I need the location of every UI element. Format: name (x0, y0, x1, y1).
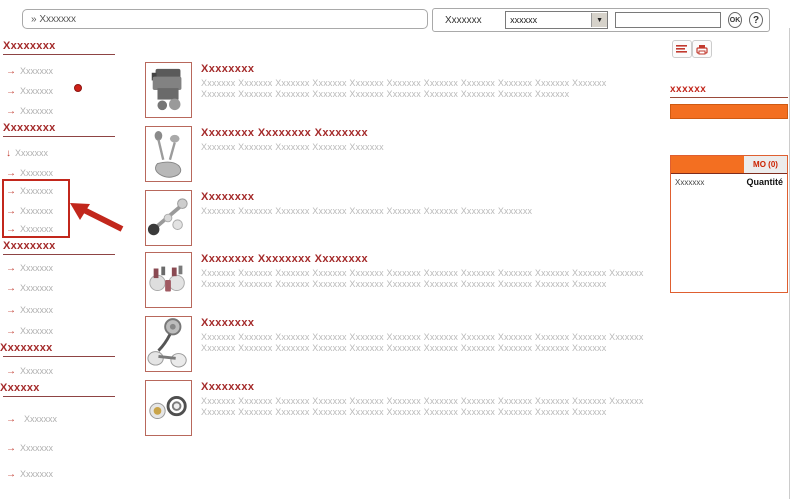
sidebar-item-label: Xxxxxxx (20, 443, 54, 453)
arrow-right-icon: → (6, 66, 16, 77)
promo-heading: xxxxxx (670, 84, 707, 95)
product-description-line: Xxxxxxx Xxxxxxx Xxxxxxx Xxxxxxx Xxxxxxx (201, 142, 384, 152)
divider (3, 254, 115, 255)
arrow-right-icon: → (6, 414, 16, 425)
filter-label: Xxxxxxx (445, 14, 482, 26)
annotation-dot (74, 84, 82, 92)
product-description-line: Xxxxxxx Xxxxxxx Xxxxxxx Xxxxxxx Xxxxxxx Xxxxxxx Xxxxxxx Xxxxxxx Xxxxxxx Xxxxxxx Xxxxxxx (201, 343, 607, 353)
sidebar-item-label: Xxxxxxx (20, 66, 54, 76)
product-description-line: Xxxxxxx Xxxxxxx Xxxxxxx Xxxxxxx Xxxxxxx Xxxxxxx Xxxxxxx Xxxxxxx Xxxxxxx (201, 206, 533, 216)
promo-banner[interactable] (670, 104, 788, 119)
print-button[interactable] (692, 40, 712, 58)
sidebar-item-label: Xxxxxxx (20, 366, 54, 376)
sidebar-item[interactable] (6, 305, 53, 316)
sidebar-item[interactable] (6, 414, 57, 425)
divider (3, 136, 115, 137)
product-description-line: Xxxxxxx Xxxxxxx Xxxxxxx Xxxxxxx Xxxxxxx Xxxxxxx Xxxxxxx Xxxxxxx Xxxxxxx Xxxxxxx Xxxxxxx (201, 78, 607, 88)
sidebar-item-label: Xxxxxxx (20, 305, 54, 315)
arrow-down-icon: ↓ (6, 148, 11, 159)
product-description-line: Xxxxxxx Xxxxxxx Xxxxxxx Xxxxxxx Xxxxxxx Xxxxxxx Xxxxxxx Xxxxxxx Xxxxxxx Xxxxxxx Xxxxxxx Xxxxxxx (201, 396, 644, 406)
product-title[interactable]: Xxxxxxxx (201, 63, 255, 75)
sidebar-item-label: Xxxxxxx (20, 263, 54, 273)
arrow-right-icon: → (6, 305, 16, 316)
product-info (201, 380, 644, 436)
product-description-line: Xxxxxxx Xxxxxxx Xxxxxxx Xxxxxxx Xxxxxxx Xxxxxxx Xxxxxxx Xxxxxxx Xxxxxxx Xxxxxxx Xxxxxxx (201, 407, 607, 417)
print-icon (696, 44, 708, 55)
arrow-right-icon: → (6, 263, 16, 274)
product-description-line: Xxxxxxx Xxxxxxx Xxxxxxx Xxxxxxx Xxxxxxx Xxxxxxx Xxxxxxx Xxxxxxx Xxxxxxx Xxxxxxx (201, 89, 570, 99)
product-info (201, 126, 384, 182)
arrow-right-icon: → (6, 283, 16, 294)
gear-shift-image (146, 127, 191, 181)
engine-thumbnail[interactable] (145, 62, 192, 118)
sidebar-item-label: Xxxxxxx (20, 469, 54, 479)
filter-input[interactable] (615, 12, 721, 28)
sidebar-item[interactable] (6, 366, 53, 377)
arrow-right-icon: → (6, 106, 16, 117)
product-info (201, 190, 532, 246)
sidebar-item-label: Xxxxxxx (20, 106, 54, 116)
sidebar-item[interactable] (6, 168, 53, 179)
product-info (201, 62, 606, 118)
sidebar-item-label: Xxxxxxx (20, 206, 54, 216)
annotation-highlight-box (2, 179, 70, 238)
sidebar-group-title: Xxxxxxxx (0, 342, 53, 354)
sidebar-item-label: Xxxxxxx (15, 148, 49, 158)
arrow-right-icon: → (6, 443, 16, 454)
chevron-down-icon[interactable]: ▼ (591, 13, 607, 27)
arrow-right-icon: → (6, 326, 16, 337)
divider (3, 54, 115, 55)
product-title[interactable]: Xxxxxxxx (201, 317, 255, 329)
help-button[interactable]: ? (749, 12, 763, 28)
arrow-right-icon: → (6, 86, 16, 97)
product-row (145, 380, 644, 436)
sidebar-item-label: Xxxxxxx (20, 283, 54, 293)
sidebar-item[interactable] (6, 469, 53, 480)
divider (3, 356, 115, 357)
axle-thumbnail[interactable] (145, 190, 192, 246)
arrow-right-icon: → (6, 224, 16, 235)
filter-select[interactable] (505, 11, 608, 29)
product-row (145, 252, 644, 308)
arrow-right-icon: → (6, 186, 16, 197)
parts-image (146, 253, 191, 307)
product-title[interactable]: Xxxxxxxx Xxxxxxxx Xxxxxxxx (201, 253, 368, 265)
sidebar-group-title: Xxxxxxxx (3, 40, 56, 52)
cart-column-headers (671, 174, 787, 189)
product-description-line: Xxxxxxx Xxxxxxx Xxxxxxx Xxxxxxx Xxxxxxx Xxxxxxx Xxxxxxx Xxxxxxx Xxxxxxx Xxxxxxx Xxxxxxx Xxxxxxx (201, 268, 644, 278)
sidebar-group-title: Xxxxxx (0, 382, 40, 394)
sidebar-item[interactable] (6, 263, 53, 274)
list-view-button[interactable] (672, 40, 692, 58)
axle-image (146, 191, 191, 245)
sidebar-group-title: Xxxxxxxx (3, 240, 56, 252)
product-title[interactable]: Xxxxxxxx (201, 191, 255, 203)
sidebar-item[interactable] (6, 86, 53, 97)
right-edge-divider (789, 28, 790, 499)
sidebar-group-title: Xxxxxxxx (3, 122, 56, 134)
arrow-right-icon: → (6, 168, 16, 179)
product-info (201, 252, 644, 308)
suspension-image (146, 317, 191, 371)
sidebar-item[interactable] (6, 283, 53, 294)
sidebar-item-label: Xxxxxxx (20, 168, 54, 178)
product-title[interactable]: Xxxxxxxx Xxxxxxxx Xxxxxxxx (201, 127, 368, 139)
annotation-arrow-icon (66, 196, 128, 234)
sidebar-item-label: Xxxxxxx (20, 224, 54, 234)
cart-quantity-column-label: Quantité (746, 177, 783, 187)
bearings-thumbnail[interactable] (145, 380, 192, 436)
filter-select-value: xxxxxx (510, 15, 538, 25)
cart-panel (670, 155, 788, 293)
product-description-line: Xxxxxxx Xxxxxxx Xxxxxxx Xxxxxxx Xxxxxxx Xxxxxxx Xxxxxxx Xxxxxxx Xxxxxxx Xxxxxxx Xxxxxxx (201, 279, 607, 289)
sidebar-item[interactable] (6, 443, 53, 454)
sidebar-item-label: Xxxxxxx (24, 414, 58, 424)
gear-shift-thumbnail[interactable] (145, 126, 192, 182)
sidebar-item-label: Xxxxxxx (20, 186, 54, 196)
product-row (145, 316, 644, 372)
product-row (145, 190, 532, 246)
list-icon (676, 44, 688, 54)
arrow-right-icon: → (6, 366, 16, 377)
search-input[interactable] (22, 9, 428, 29)
parts-thumbnail[interactable] (145, 252, 192, 308)
cart-count-tab[interactable]: MO (0) (744, 156, 787, 173)
sidebar-item[interactable] (6, 106, 53, 117)
cart-tab[interactable] (671, 156, 744, 173)
divider (670, 97, 788, 98)
quick-search-panel (432, 8, 770, 32)
sidebar-item[interactable] (6, 66, 53, 77)
engine-image (146, 63, 191, 117)
suspension-thumbnail[interactable] (145, 316, 192, 372)
product-row (145, 126, 384, 182)
ok-button[interactable]: OK (728, 12, 742, 28)
product-info (201, 316, 644, 372)
cart-header (671, 156, 787, 174)
divider (3, 396, 115, 397)
product-title[interactable]: Xxxxxxxx (201, 381, 255, 393)
arrow-right-icon: → (6, 469, 16, 480)
sidebar-item-label: Xxxxxxx (20, 326, 54, 336)
cart-item-column-label: Xxxxxxx (675, 177, 705, 187)
sidebar-item-label: Xxxxxxx (20, 86, 54, 96)
product-description-line: Xxxxxxx Xxxxxxx Xxxxxxx Xxxxxxx Xxxxxxx Xxxxxxx Xxxxxxx Xxxxxxx Xxxxxxx Xxxxxxx Xxxxxxx Xxxxxxx (201, 332, 644, 342)
bearings-image (146, 381, 191, 435)
product-row (145, 62, 606, 118)
arrow-right-icon: → (6, 206, 16, 217)
sidebar-item[interactable] (6, 148, 48, 159)
sidebar-item[interactable] (6, 326, 53, 337)
